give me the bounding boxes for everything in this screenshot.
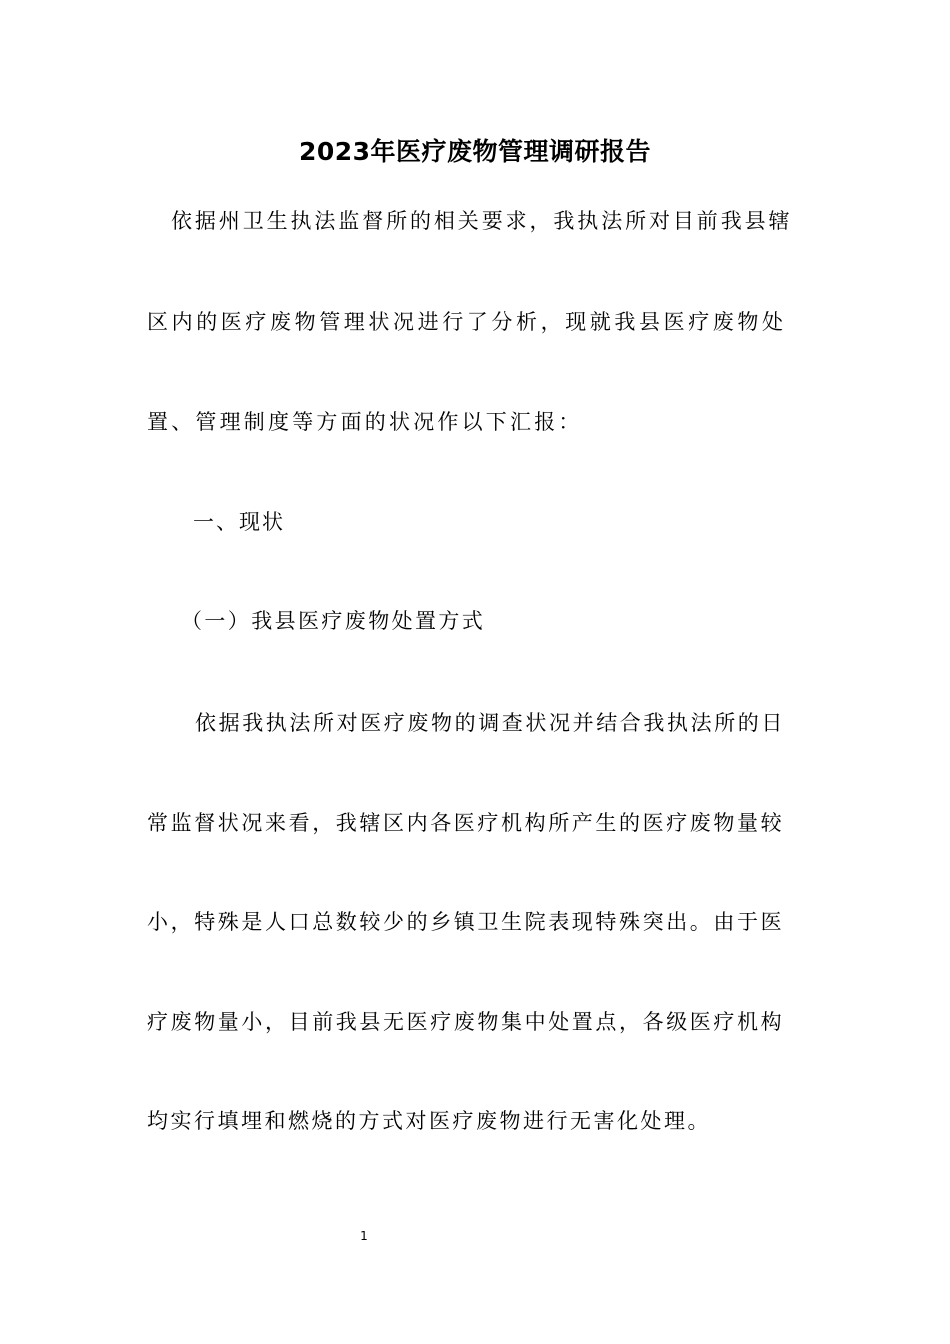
- subsection-heading: （一）我县医疗废物处置方式: [181, 609, 486, 633]
- paragraph-line: 均实行填埋和燃烧的方式对医疗废物进行无害化处理。: [147, 1109, 711, 1133]
- paragraph-line: 依据州卫生执法监督所的相关要求，我执法所对目前我县辖: [171, 209, 793, 233]
- page-number: 1: [360, 1229, 368, 1243]
- paragraph-line: 小，特殊是人口总数较少的乡镇卫生院表现特殊突出。由于医: [147, 910, 785, 934]
- paragraph-line: 疗废物量小，目前我县无医疗废物集中处置点，各级医疗机构: [147, 1010, 785, 1034]
- paragraph-line: 常监督状况来看，我辖区内各医疗机构所产生的医疗废物量较: [147, 811, 785, 835]
- paragraph-line: 区内的医疗废物管理状况进行了分析，现就我县医疗废物处: [147, 310, 787, 334]
- paragraph-line: 置、管理制度等方面的状况作以下汇报：: [147, 410, 583, 434]
- section-heading: 一、现状: [193, 510, 285, 534]
- paragraph-line: 依据我执法所对医疗废物的调查状况并结合我执法所的日: [195, 711, 785, 735]
- document-title: 2023年医疗废物管理调研报告: [298, 137, 652, 166]
